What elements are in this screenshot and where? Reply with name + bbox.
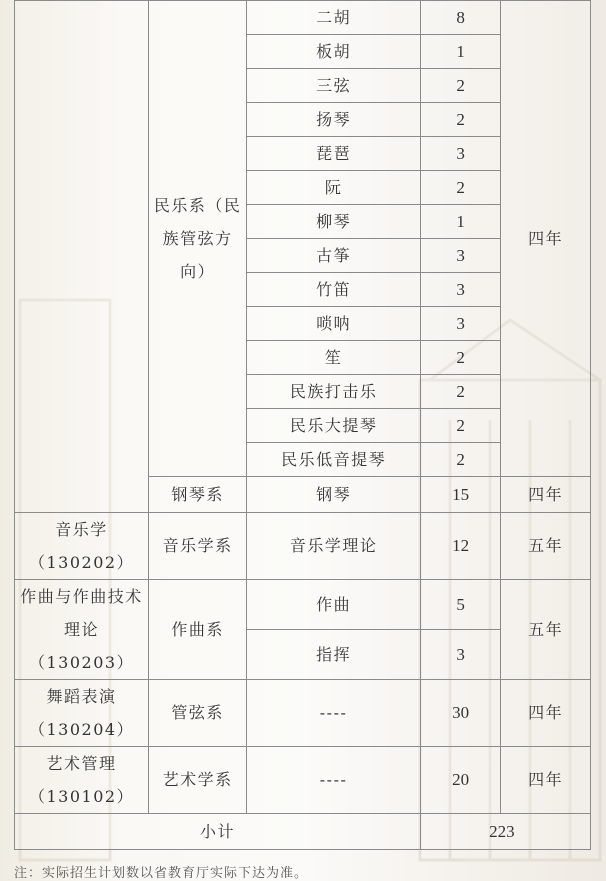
dept-composition: 作曲系	[149, 580, 247, 680]
direction-cell: 笙	[247, 341, 421, 375]
dept-piano: 钢琴系	[149, 477, 247, 513]
count-cell: 3	[421, 307, 501, 341]
count-cell: 3	[421, 630, 501, 680]
direction-cell: 作曲	[247, 580, 421, 630]
direction-cell: 民乐大提琴	[247, 409, 421, 443]
count-cell: 3	[421, 239, 501, 273]
count-cell: 3	[421, 137, 501, 171]
dept-arts-mgmt: 艺术学系	[149, 747, 247, 814]
count-cell: 2	[421, 409, 501, 443]
major-musicology: 音乐学（130202）	[15, 513, 149, 580]
major-dance: 舞蹈表演（130204）	[15, 680, 149, 747]
count-cell: 2	[421, 375, 501, 409]
count-cell: 8	[421, 1, 501, 35]
direction-cell: 板胡	[247, 35, 421, 69]
footnote: 注：实际招生计划数以省教育厅实际下达为准。	[14, 866, 309, 881]
direction-cell: 柳琴	[247, 205, 421, 239]
years-cell: 四年	[501, 477, 591, 513]
count-cell: 2	[421, 171, 501, 205]
years-cell: 五年	[501, 580, 591, 680]
direction-cell: ----	[247, 747, 421, 814]
subtotal-count: 223	[421, 814, 591, 850]
direction-cell: 竹笛	[247, 273, 421, 307]
major-cell-empty	[15, 1, 149, 513]
direction-cell: ----	[247, 680, 421, 747]
count-cell: 3	[421, 273, 501, 307]
count-cell: 12	[421, 513, 501, 580]
count-cell: 2	[421, 341, 501, 375]
major-arts-mgmt: 艺术管理（130102）	[15, 747, 149, 814]
direction-cell: 民族打击乐	[247, 375, 421, 409]
count-cell: 15	[421, 477, 501, 513]
count-cell: 30	[421, 680, 501, 747]
years-minyue: 四年	[501, 1, 591, 477]
direction-cell: 钢琴	[247, 477, 421, 513]
direction-cell: 扬琴	[247, 103, 421, 137]
direction-cell: 唢呐	[247, 307, 421, 341]
subtotal-label: 小计	[15, 814, 421, 850]
direction-cell: 三弦	[247, 69, 421, 103]
years-cell: 四年	[501, 747, 591, 814]
years-cell: 五年	[501, 513, 591, 580]
dept-musicology: 音乐学系	[149, 513, 247, 580]
direction-cell: 琵琶	[247, 137, 421, 171]
enrollment-table	[14, 0, 591, 850]
direction-cell: 古筝	[247, 239, 421, 273]
count-cell: 5	[421, 580, 501, 630]
direction-cell: 二胡	[247, 1, 421, 35]
dept-minyue: 民乐系（民族管弦方向）	[149, 1, 247, 477]
count-cell: 1	[421, 205, 501, 239]
direction-cell: 指挥	[247, 630, 421, 680]
direction-cell: 音乐学理论	[247, 513, 421, 580]
count-cell: 20	[421, 747, 501, 814]
direction-cell: 阮	[247, 171, 421, 205]
direction-cell: 民乐低音提琴	[247, 443, 421, 477]
count-cell: 2	[421, 443, 501, 477]
count-cell: 1	[421, 35, 501, 69]
count-cell: 2	[421, 69, 501, 103]
years-cell: 四年	[501, 680, 591, 747]
dept-dance: 管弦系	[149, 680, 247, 747]
count-cell: 2	[421, 103, 501, 137]
major-composition: 作曲与作曲技术理论（130203）	[15, 580, 149, 680]
